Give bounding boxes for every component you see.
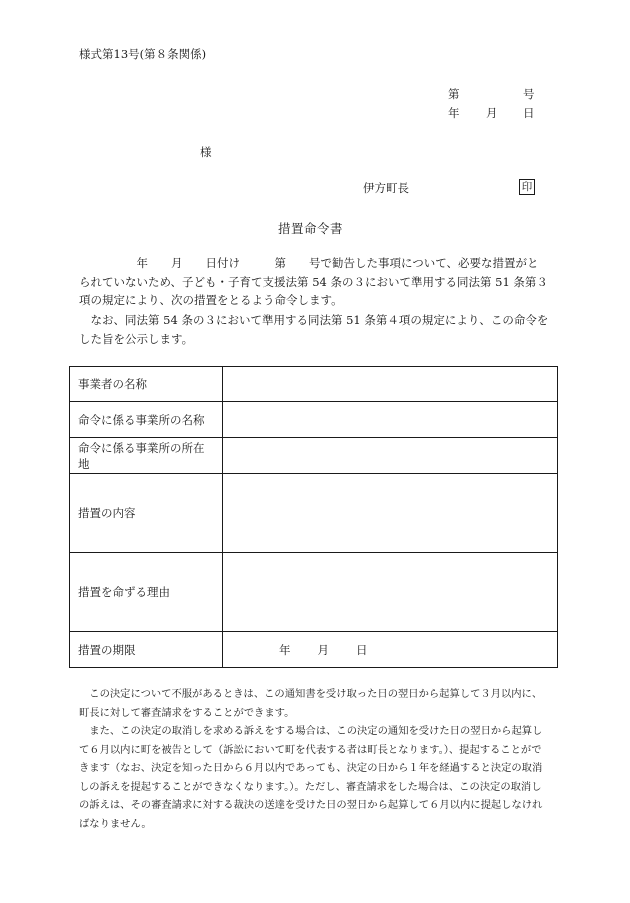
row-value [223,553,558,632]
addressee-suffix: 様 [200,145,212,159]
order-details-table [69,366,558,668]
date-day-label: 日 [523,106,535,120]
row-label: 措置の内容 [70,474,223,553]
document-number-suffix: 号 [523,87,535,101]
issuer-name: 伊方町長 [363,181,409,195]
form-number: 様式第13号(第８条関係) [79,47,207,61]
row-value [223,474,558,553]
row-label: 事業者の名称 [70,367,223,402]
row-label: 命令に係る事業所の所在地 [70,438,223,474]
table-row [70,632,558,668]
row-label: 措置の期限 [70,632,223,668]
document-number-prefix: 第 [448,87,460,101]
table-row [70,474,558,553]
document-title: 措置命令書 [278,221,344,236]
row-value [223,402,558,438]
body-paragraph-2: なお、同法第 54 条の３において準用する同法第 51 条第４項の規定により、この命令をした旨を公示します。 [79,313,549,346]
date-year-label: 年 [448,106,460,120]
table-row [70,553,558,632]
deadline-value [223,632,558,668]
deadline-month-label: 月 [317,642,329,657]
table-row [70,367,558,402]
seal-mark: 印 [519,179,535,195]
notice-paragraph-1: この決定について不服があるときは、この通知書を受け取った日の翌日から起算して３月以内に、町長に対して審査請求をすることができます。 [79,688,543,719]
date-month-label: 月 [486,106,498,120]
deadline-day-label: 日 [356,642,368,657]
deadline-year-label: 年 [279,642,291,657]
row-label: 命令に係る事業所の名称 [70,402,223,438]
table-row [70,438,558,474]
row-label: 措置を命ずる理由 [70,553,223,632]
row-value [223,438,558,474]
notice-paragraph-2: また、この決定の取消しを求める訴えをする場合は、この決定の通知を受けた日の翌日から起算して６月以内に町を被告として（訴訟において町を代表する者は町長となります。）、提起することができます（なお、決定を知った日から６月以内であっても、決定の日から１年を経過すると決定の取消しの訴えを提起することができなくなります。）。ただし、審査請求をした場合は、この決定の取消しの訴えは、その審査請求に対する裁決の送達を受けた日の翌日から起算して６月以内に提起しなければなりません。 [79,725,543,830]
row-value [223,367,558,402]
body-paragraph-1: 年 月 日付け 第 号で勧告した事項について、必要な措置がとられていないため、子ども・子育て支援法第 54 条の３において準用する同法第 51 条第３項の規定により、次の措置をとるよう命令します。 [79,256,548,307]
table-row [70,402,558,438]
